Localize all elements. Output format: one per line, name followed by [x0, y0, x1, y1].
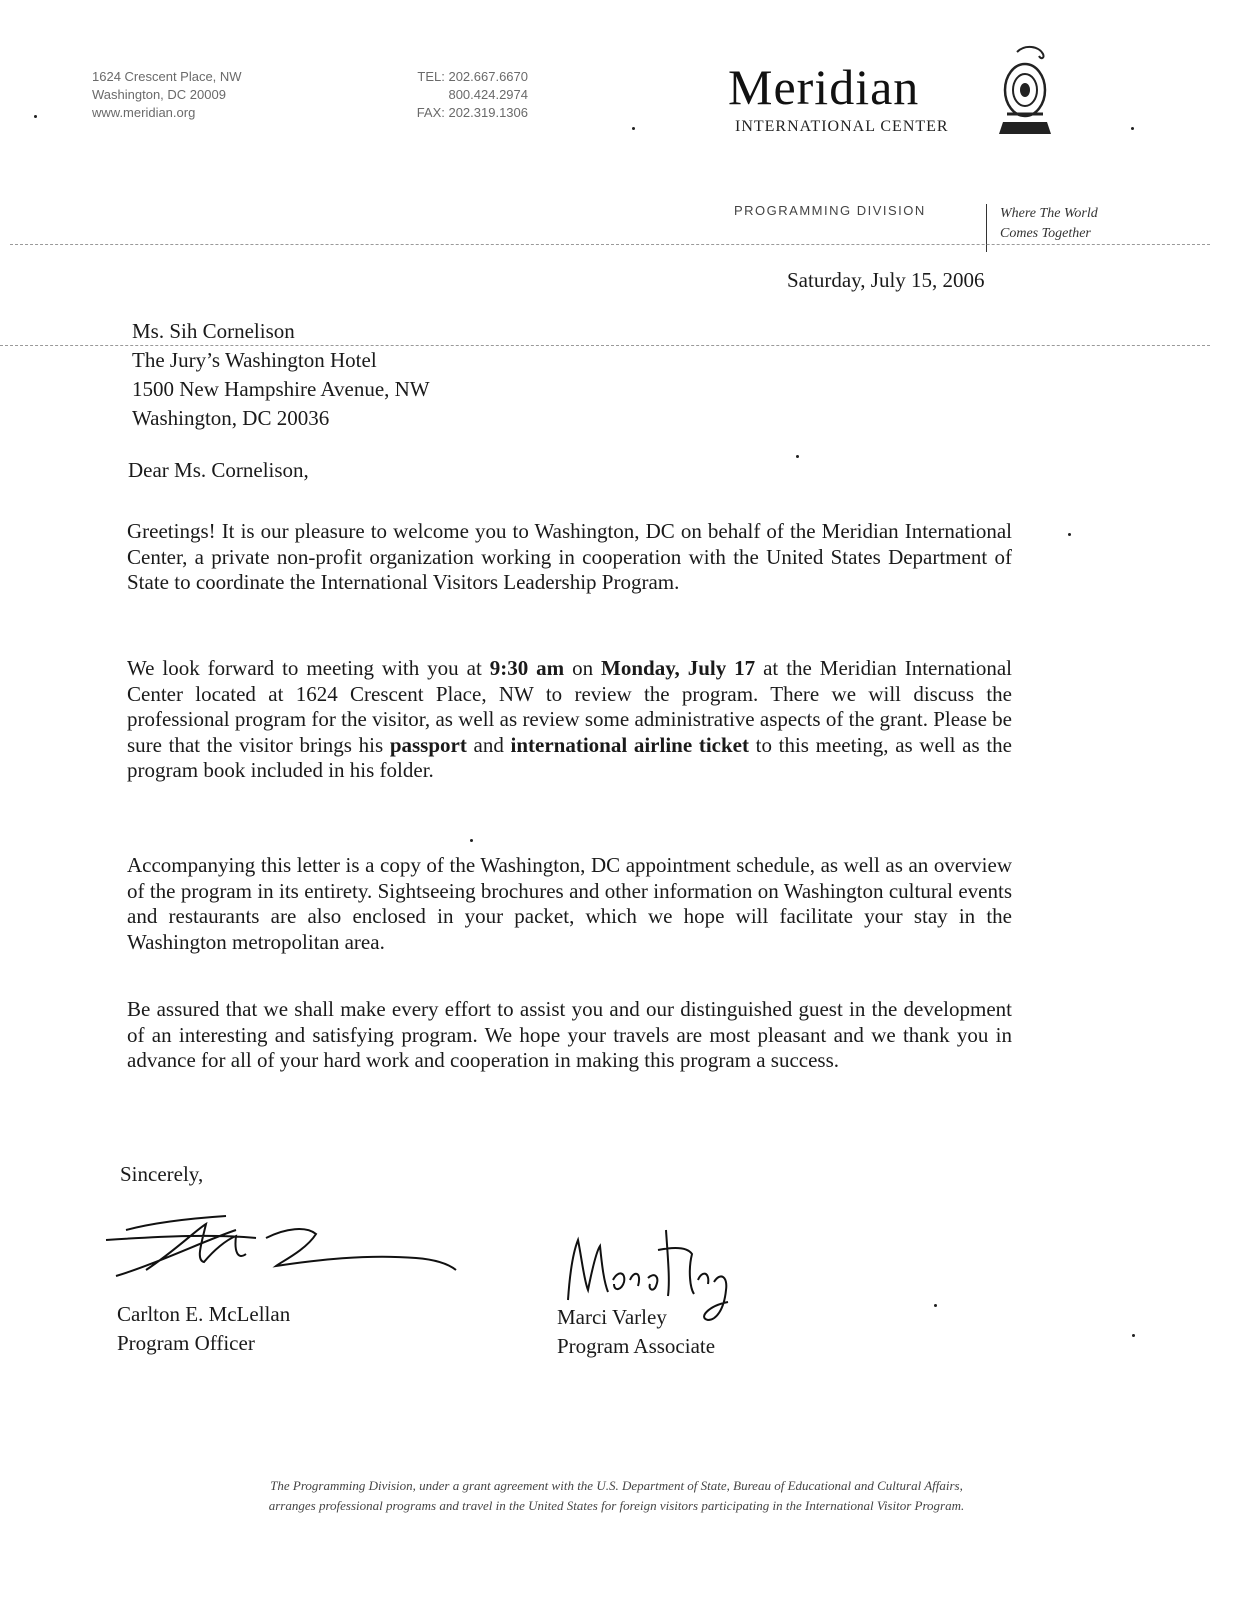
logo-subtitle: INTERNATIONAL CENTER	[735, 118, 949, 135]
tagline-line-2: Comes Together	[1000, 226, 1091, 241]
address-line-web: www.meridian.org	[92, 105, 196, 120]
meeting-text: to this meeting, as well as the program book included in his folder.	[127, 732, 1012, 782]
scan-speck	[34, 115, 37, 118]
scan-speck	[632, 127, 635, 130]
meeting-text: at the Meridian International Center located at 1624 Crescent Place, NW to review the program. There we will discuss the professional program for the visitor, as well as review some administrative aspects of the grant. Please be sure that the visitor brings his	[127, 656, 1012, 757]
paragraph-enclosures: Accompanying this letter is a copy of the Washington, DC appointment schedule, as well as an overview of the program in its entirety. Sightseeing brochures and other information on Washington cultural events and restaurants are also enclosed in your packet, which we hope will facilitate your stay in the Washington metropolitan area.	[127, 853, 1012, 954]
paragraph-assurance: Be assured that we shall make every effort to assist you and our distinguished guest in the development of an interesting and satisfying program. We hope your travels are most pleasant and we thank you in advance for all of your hard work and cooperation in making this program a success.	[127, 997, 1012, 1072]
recipient-name: Ms. Sih Cornelison	[132, 319, 295, 343]
contact-fax: FAX: 202.319.1306	[416, 105, 528, 120]
meeting-time: 9:30 am	[489, 656, 565, 680]
scan-speck	[470, 839, 473, 842]
paragraph-meeting	[127, 656, 1012, 784]
tagline	[1000, 204, 1098, 244]
contact-tollfree: 800.424.2974	[448, 87, 528, 102]
signer-title: Program Officer	[117, 1331, 255, 1355]
scan-dashed-line	[10, 244, 1210, 245]
letter-date: Saturday, July 15, 2006	[787, 268, 985, 292]
contact-tel: TEL: 202.667.6670	[417, 69, 528, 84]
address-line-street: 1624 Crescent Place, NW	[92, 69, 242, 84]
signer-block-associate	[557, 1303, 715, 1361]
tagline-line-1: Where The World	[1000, 206, 1098, 221]
scan-speck	[934, 1304, 937, 1307]
division-label: PROGRAMMING DIVISION	[734, 203, 926, 218]
closing: Sincerely,	[120, 1162, 204, 1186]
logo-title: Meridian	[728, 59, 920, 115]
letterhead-contact	[368, 68, 528, 122]
recipient-street: 1500 New Hampshire Avenue, NW	[132, 377, 430, 401]
signer-title: Program Associate	[557, 1334, 716, 1358]
scan-speck	[1132, 1334, 1135, 1337]
ticket-emphasis: international airline ticket	[510, 732, 749, 757]
meridian-emblem-icon	[995, 44, 1055, 140]
address-line-city: Washington, DC 20009	[92, 87, 226, 102]
signer-name: Marci Varley	[557, 1305, 667, 1329]
footer-line-2: arranges professional programs and travel in the United States for foreign visitors participating in the International Visitor Program.	[268, 1498, 965, 1513]
signer-name: Carlton E. McLellan	[117, 1302, 291, 1326]
meeting-text: We look forward to meeting with you at	[127, 656, 490, 680]
scan-speck	[1131, 127, 1134, 130]
recipient-address	[132, 317, 430, 433]
meeting-text: on	[564, 656, 602, 680]
footer-line-1: The Programming Division, under a grant agreement with the U.S. Department of State, Bureau of Educational and Cultural Affairs,	[270, 1478, 963, 1493]
scan-speck	[1068, 533, 1071, 536]
scan-speck	[796, 455, 799, 458]
recipient-hotel: The Jury’s Washington Hotel	[132, 348, 377, 372]
letterhead-address	[92, 68, 242, 122]
paragraph-greeting: Greetings! It is our pleasure to welcome you to Washington, DC on behalf of the Meridian International Center, a private non-profit organization working in cooperation with the United States Department of State to coordinate the International Visitors Leadership Program.	[127, 519, 1012, 594]
signer-block-officer	[117, 1300, 290, 1358]
footer-note	[0, 1476, 1233, 1516]
signature-mclellan	[86, 1210, 486, 1290]
meeting-text: and	[466, 732, 511, 757]
salutation: Dear Ms. Cornelison,	[128, 458, 309, 482]
recipient-city: Washington, DC 20036	[132, 406, 330, 430]
passport-emphasis: passport	[389, 732, 467, 757]
meeting-date: Monday, July 17	[601, 656, 756, 680]
